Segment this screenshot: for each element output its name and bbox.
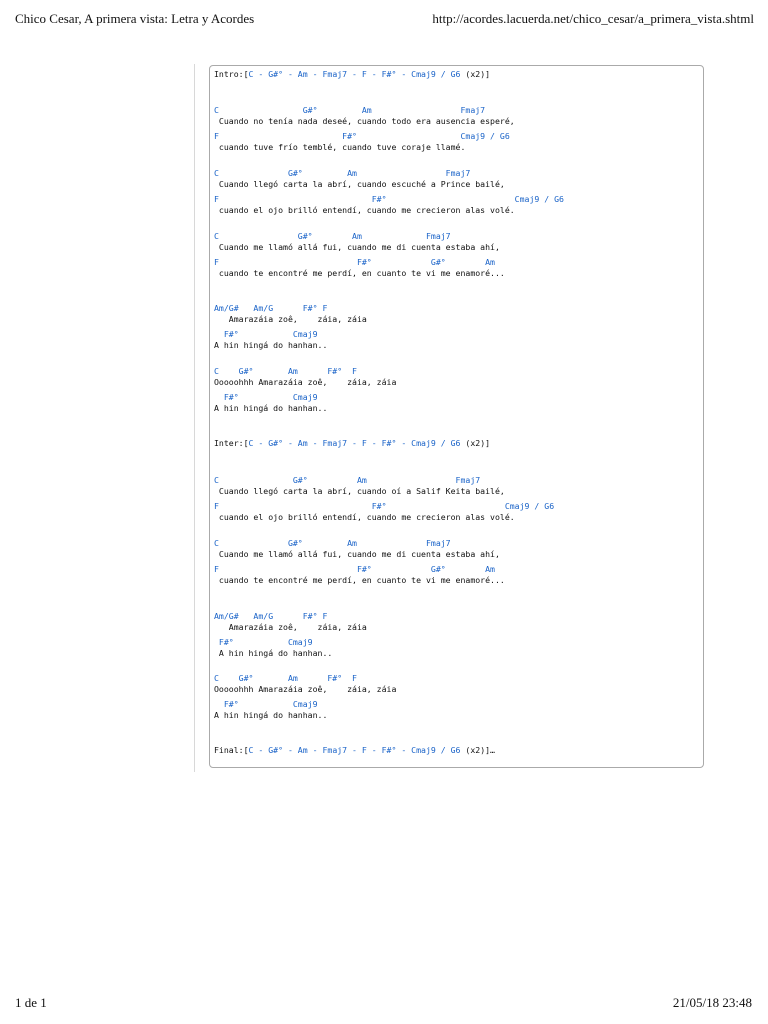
lyric-line: cuando te encontré me perdí, en cuanto te vi me enamoré...	[214, 268, 505, 278]
chord-line: C G#° Am Fmaj7	[214, 538, 451, 548]
lyric-line: Cuando llegó carta la abrí, cuando oí a Salif Keita bailé,	[214, 486, 505, 496]
lyric-line: A hin hingá do hanhan..	[214, 710, 328, 720]
chord-line: F#° Cmaj9	[214, 329, 318, 339]
chord-line: F#° Cmaj9	[214, 637, 313, 647]
chord-line: Am/G# Am/G F#° F	[214, 611, 328, 621]
lyric-line: cuando el ojo brilló entendí, cuando me crecieron alas volé.	[214, 205, 515, 215]
lyric-line: cuando tuve frío temblé, cuando tuve coraje llamé.	[214, 142, 466, 152]
chord-line: C G#° Am F#° F	[214, 673, 357, 683]
lyric-line: Cuando llegó carta la abrí, cuando escuché a Prince bailé,	[214, 179, 505, 189]
chord-line: C G#° Am Fmaj7	[214, 475, 481, 485]
chord-line: F#° Cmaj9	[214, 699, 318, 709]
lyric-line: Intro:[C - G#° - Am - Fmaj7 - F - F#° - Cmaj9 / G6 (x2)]	[214, 69, 491, 79]
chord-line: F F#° Cmaj9 / G6	[214, 131, 510, 141]
lyric-line: cuando te encontré me perdí, en cuanto te vi me enamoré...	[214, 575, 505, 585]
chord-line: C G#° Am Fmaj7	[214, 231, 451, 241]
margin-divider	[194, 64, 195, 772]
lyric-line: Final:[C - G#° - Am - Fmaj7 - F - F#° - Cmaj9 / G6 (x2)]…	[214, 745, 495, 755]
chord-line: F F#° G#° Am	[214, 257, 495, 267]
lyric-line: A hin hingá do hanhan..	[214, 403, 328, 413]
chord-line: C G#° Am F#° F	[214, 366, 357, 376]
lyric-line: Cuando me llamó allá fui, cuando me di cuenta estaba ahí,	[214, 549, 500, 559]
page-url: http://acordes.lacuerda.net/chico_cesar/a_primera_vista.shtml	[432, 11, 754, 26]
chord-line: Am/G# Am/G F#° F	[214, 303, 328, 313]
chord-line: F F#° G#° Am	[214, 564, 495, 574]
lyric-line: Inter:[C - G#° - Am - Fmaj7 - F - F#° - Cmaj9 / G6 (x2)]	[214, 438, 491, 448]
chord-line: C G#° Am Fmaj7	[214, 168, 471, 178]
lyric-line: Amarazáia zoê, záia, záia	[214, 314, 367, 324]
lyric-line: cuando el ojo brilló entendí, cuando me crecieron alas volé.	[214, 512, 515, 522]
print-datetime: 21/05/18 23:48	[672, 995, 752, 1010]
lyric-line: A hin hingá do hanhan..	[214, 648, 333, 658]
lyric-line: Amarazáia zoê, záia, záia	[214, 622, 367, 632]
lyric-line: A hin hingá do hanhan..	[214, 340, 328, 350]
lyric-line: Cuando me llamó allá fui, cuando me di cuenta estaba ahí,	[214, 242, 500, 252]
chord-line: F#° Cmaj9	[214, 392, 318, 402]
lyrics-chords-panel	[209, 65, 704, 768]
chord-line: F F#° Cmaj9 / G6	[214, 194, 564, 204]
lyric-line: Ooooohhh Amarazáia zoê, záia, záia	[214, 377, 397, 387]
chord-line: C G#° Am Fmaj7	[214, 105, 486, 115]
page-title: Chico Cesar, A primera vista: Letra y Acordes	[15, 11, 255, 26]
chord-line: F F#° Cmaj9 / G6	[214, 501, 555, 511]
lyric-line: Cuando no tenía nada deseé, cuando todo era ausencia esperé,	[214, 116, 515, 126]
page-number: 1 de 1	[15, 995, 47, 1010]
lyric-line: Ooooohhh Amarazáia zoê, záia, záia	[214, 684, 397, 694]
